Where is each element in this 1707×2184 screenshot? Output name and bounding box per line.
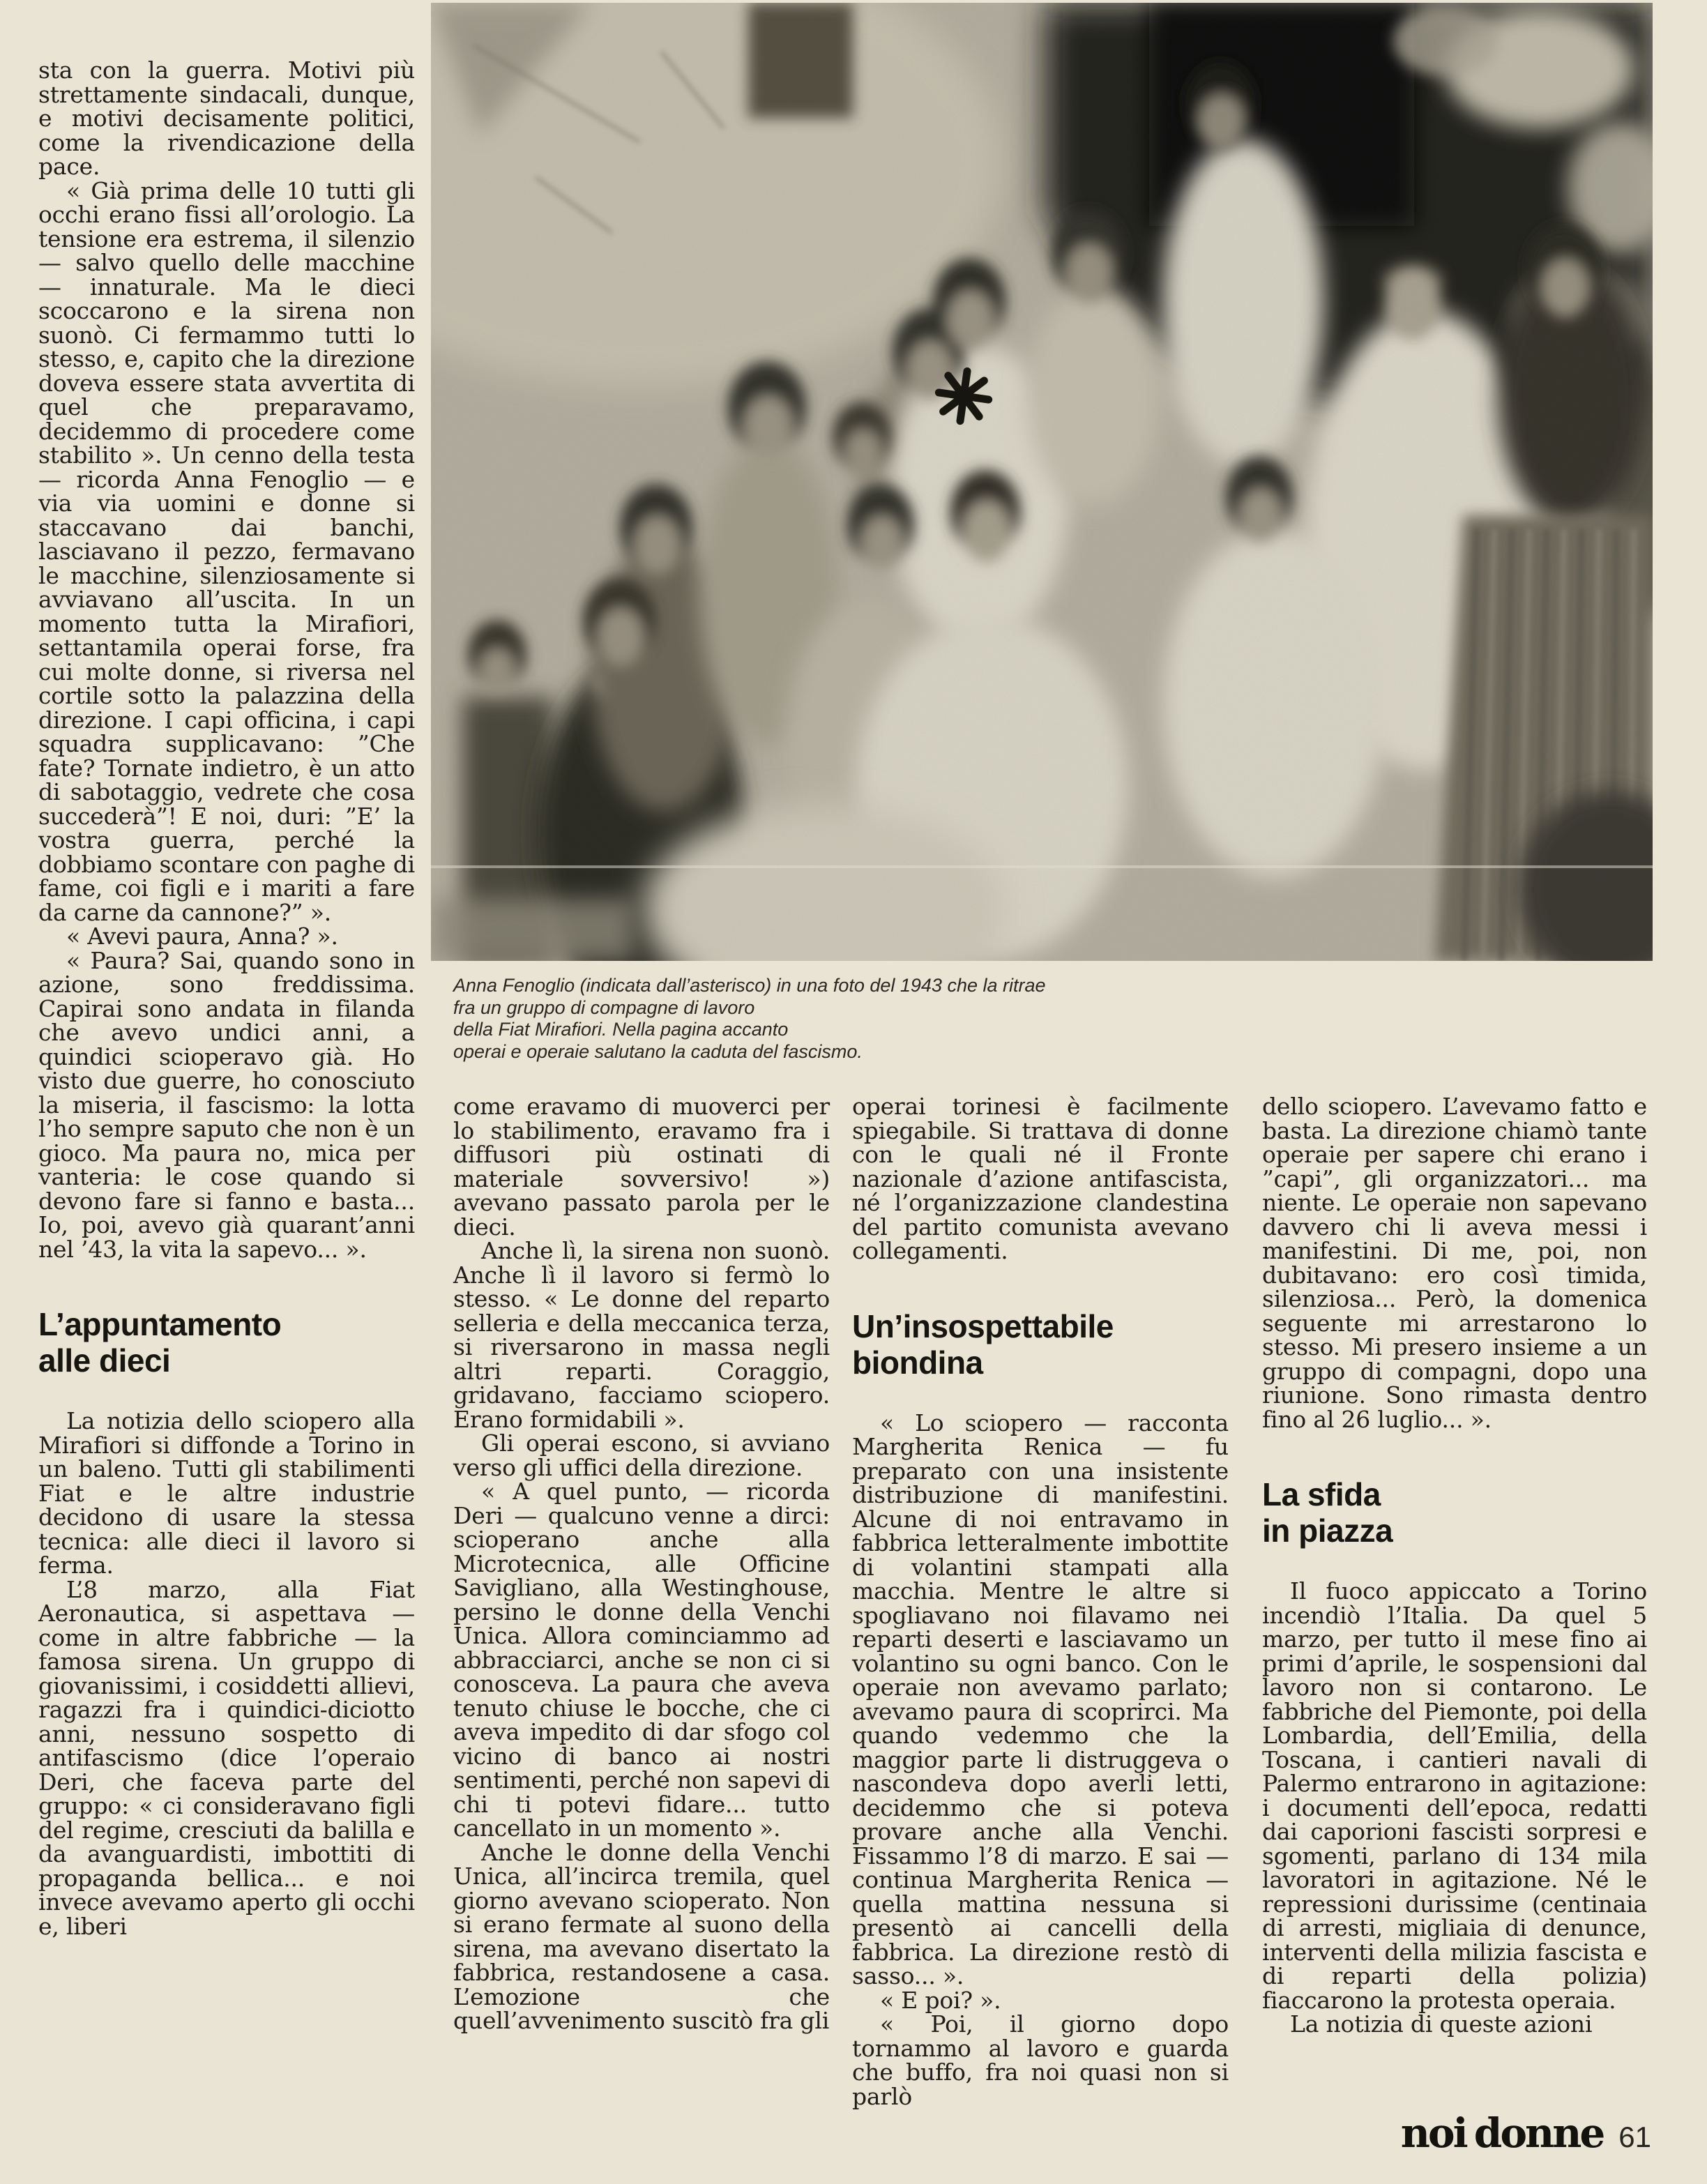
magazine-logo: noi donne [1400,2109,1604,2157]
heading-line: La sfida [1262,1476,1381,1512]
heading-line: alle dieci [38,1342,171,1379]
paragraph: « A quel punto, — ricorda Deri — qualcuno venne a dirci: scioperano anche alla Microtecnica, alle Officine Savigliano, alla Westinghouse, persino le donne della Venchi Unica. Allora cominciammo ad abbracciarci, anche se non ci si conosceva. La paura che aveva tenuto chiuse le bocche, che ci aveva impedito di dar sfogo col vicino di banco ai nostri sentimenti, perché non sapevi di chi ti potevi fidare... tutto cancellato in un momento ». [453,1478,830,1842]
article-column-4 [1262,1095,1647,2037]
paragraph: La notizia di queste azioni [1290,2010,1593,2038]
heading-line: Un’insospettabile [852,1307,1114,1344]
article-column-1 [38,56,415,1940]
paragraph: operai torinesi è facilmente spiegabile. Si trattava di donne con le quali né il Fronte nazionale d’azione antifascista, né l’organizzazione clandestina del partito comunista avevano collegamenti. [852,1093,1229,1264]
paragraph: La notizia dello sciopero alla Mirafiori si diffonde a Torino in un baleno. Tutti gli stabilimenti Fiat e le altre industrie decidono di usare la stessa tecnica: alle dieci il lavoro si ferma. [38,1407,415,1579]
heading-line: in piazza [1262,1512,1393,1549]
article-column-2 [453,1095,830,2033]
paragraph: dello sciopero. L’avevamo fatto e basta. La direzione chiamò tante operaie per sapere chi erano i ”capi”, gli organizzatori... ma niente. Le operaie non sapevano davvero chi li aveva messi i manifestini. Di me, poi, non dubitavano: ero così timida, silenziosa... Però, la domenica seguente mi arrestarono lo stesso. Mi presero insieme a un gruppo di compagni, dopo una riunione. Sono rimasta dentro fino al 26 luglio... ». [1262,1093,1647,1433]
paragraph: Anche lì, la sirena non suonò. Anche lì il lavoro si fermò lo stesso. « Le donne del reparto selleria e della meccanica terza, si riversarono in massa negli altri reparti. Coraggio, gridavano, facciamo sciopero. Erano formidabili ». [453,1237,830,1433]
heading-line: biondina [852,1344,983,1381]
page-number: 61 [1618,2121,1651,2153]
photo-caption [453,975,1429,1063]
paragraph: « Già prima delle 10 tutti gli occhi erano fissi all’orologio. La tensione era estrema, il silenzio — salvo quello delle macchine — innaturale. Ma le dieci scoccarono e la sirena non suonò. Ci fermammo tutti lo stesso, e, capito che la direzione doveva essere stata avvertita di quel che preparavamo, decidemmo di procedere come stabilito ». Un cenno della testa — ricorda Anna Fenoglio — e via via uomini e donne si staccavano dai banchi, lasciavano il pezzo, fermavano le macchine, silenziosamente si avviavano all’uscita. In un momento tutta la Mirafiori, settantamila operai forse, fra cui molte donne, si riversa nel cortile sotto la palazzina della direzione. I capi officina, i capi squadra supplicavano: ”Che fate? Tornate indietro, è un atto di sabotaggio, vedrete che cosa succederà”! E noi, duri: ”E’ la vostra guerra, perché la dobbiamo scontare con paghe di fame, coi figli e i mariti a fare da carne da cannone?” ». [38,176,415,926]
caption-line: operai e operaie salutano la caduta del fascismo. [453,1040,863,1062]
paragraph: « Avevi paura, Anna? ». [66,923,338,950]
section-heading-sfida [1262,1476,1647,1549]
page-footer [1400,2109,1651,2157]
paragraph: Il fuoco appiccato a Torino incendiò l’Italia. Da quel 5 marzo, per tutto il mese fino ai primi d’aprile, le sospensioni dal lavoro non si contarono. Le fabbriche del Piemonte, poi della Lombardia, dell’Emilia, della Toscana, i cantieri navali di Palermo entrarono in agitazione: i documenti dell’epoca, redatti dai caporioni fascisti sorpresi e sgomenti, parlano di 134 mila lavoratori in agitazione. Né le repressioni durissime (centinaia di arresti, migliaia di denunce, interventi della milizia fascista e di reparti della polizia) fiaccarono la protesta operaia. [1262,1577,1647,2014]
paragraph: « E poi? ». [880,1986,1001,2014]
heading-line: L’appuntamento [38,1306,282,1342]
paragraph: come eravamo di muoverci per lo stabilimento, eravamo fra i diffusori più ostinati di materiale sovversivo! ») avevano passato parola per le dieci. [453,1093,830,1241]
paragraph: « Lo sciopero — racconta Margherita Renica — fu preparato con una insistente distribuzione di manifestini. Alcune di noi entravamo in fabbrica letteralmente imbottite di volantini stampati alla macchia. Mentre le altre si spogliavano noi filavamo nei reparti deserti e lasciavamo un volantino su ogni banco. Con le operaie non avevamo parlato; avevamo paura di scoprirci. Ma quando vedemmo che la maggior parte li distruggeva o nascondeva dopo averli letti, decidemmo che si poteva provare anche alla Venchi. Fissammo l’8 di marzo. E sai — continua Margherita Renica — quella mattina nessuna si presentò ai cancelli della fabbrica. La direzione restò di sasso... ». [852,1409,1229,1989]
paragraph: sta con la guerra. Motivi più strettamente sindacali, dunque, e motivi decisamente politici, come la rivendicazione della pace. [38,56,415,180]
paragraph: L’8 marzo, alla Fiat Aeronautica, si aspettava — come in altre fabbriche — la famosa sirena. Un gruppo di giovanissimi, i cosiddetti allievi, ragazzi fra i quindici-diciotto anni, nessuno sospetto di antifascismo (dice l’operaio Deri, che faceva parte del gruppo: « ci consideravano figli del regime, cresciuti da balilla e da avanguardisti, imbottiti di propaganda bellica... e noi invece avevamo aperto gli occhi e, liberi [38,1575,415,1940]
article-column-3 [852,1095,1229,2109]
section-heading-biondina [852,1308,1229,1381]
caption-line: fra un gruppo di compagne di lavoro [453,996,755,1018]
paragraph: Anche le donne della Venchi Unica, all’incirca tremila, quel giorno avevano scioperato. Non si erano fermate al suono della sirena, ma avevano disertato la fabbrica, restandosene a casa. L’emozione che quell’avvenimento suscitò fra gli [453,1838,830,2034]
paragraph: Gli operai escono, si avviano verso gli uffici della direzione. [453,1430,830,1481]
paragraph: « Poi, il giorno dopo tornammo al lavoro e guarda che buffo, fra noi quasi non si parlò [852,2010,1229,2110]
group-photo [431,3,1653,961]
caption-line: Anna Fenoglio (indicata dall’asterisco) in una foto del 1943 che la ritrae [453,975,1046,996]
caption-line: della Fiat Mirafiori. Nella pagina accanto [453,1019,789,1040]
paragraph: « Paura? Sai, quando sono in azione, sono freddissima. Capirai sono andata in filanda che avevo undici anni, a quindici scioperavo già. Ho visto due guerre, ho conosciuto la miseria, il fascismo: la lotta l’ho sempre saputo che non è un gioco. Ma paura no, mica per vanteria: le cose quando si devono fare si fanno e basta... Io, poi, avevo già quarant’anni nel ’43, la vita la sapevo... ». [38,946,415,1263]
section-heading-appuntamento [38,1306,415,1379]
